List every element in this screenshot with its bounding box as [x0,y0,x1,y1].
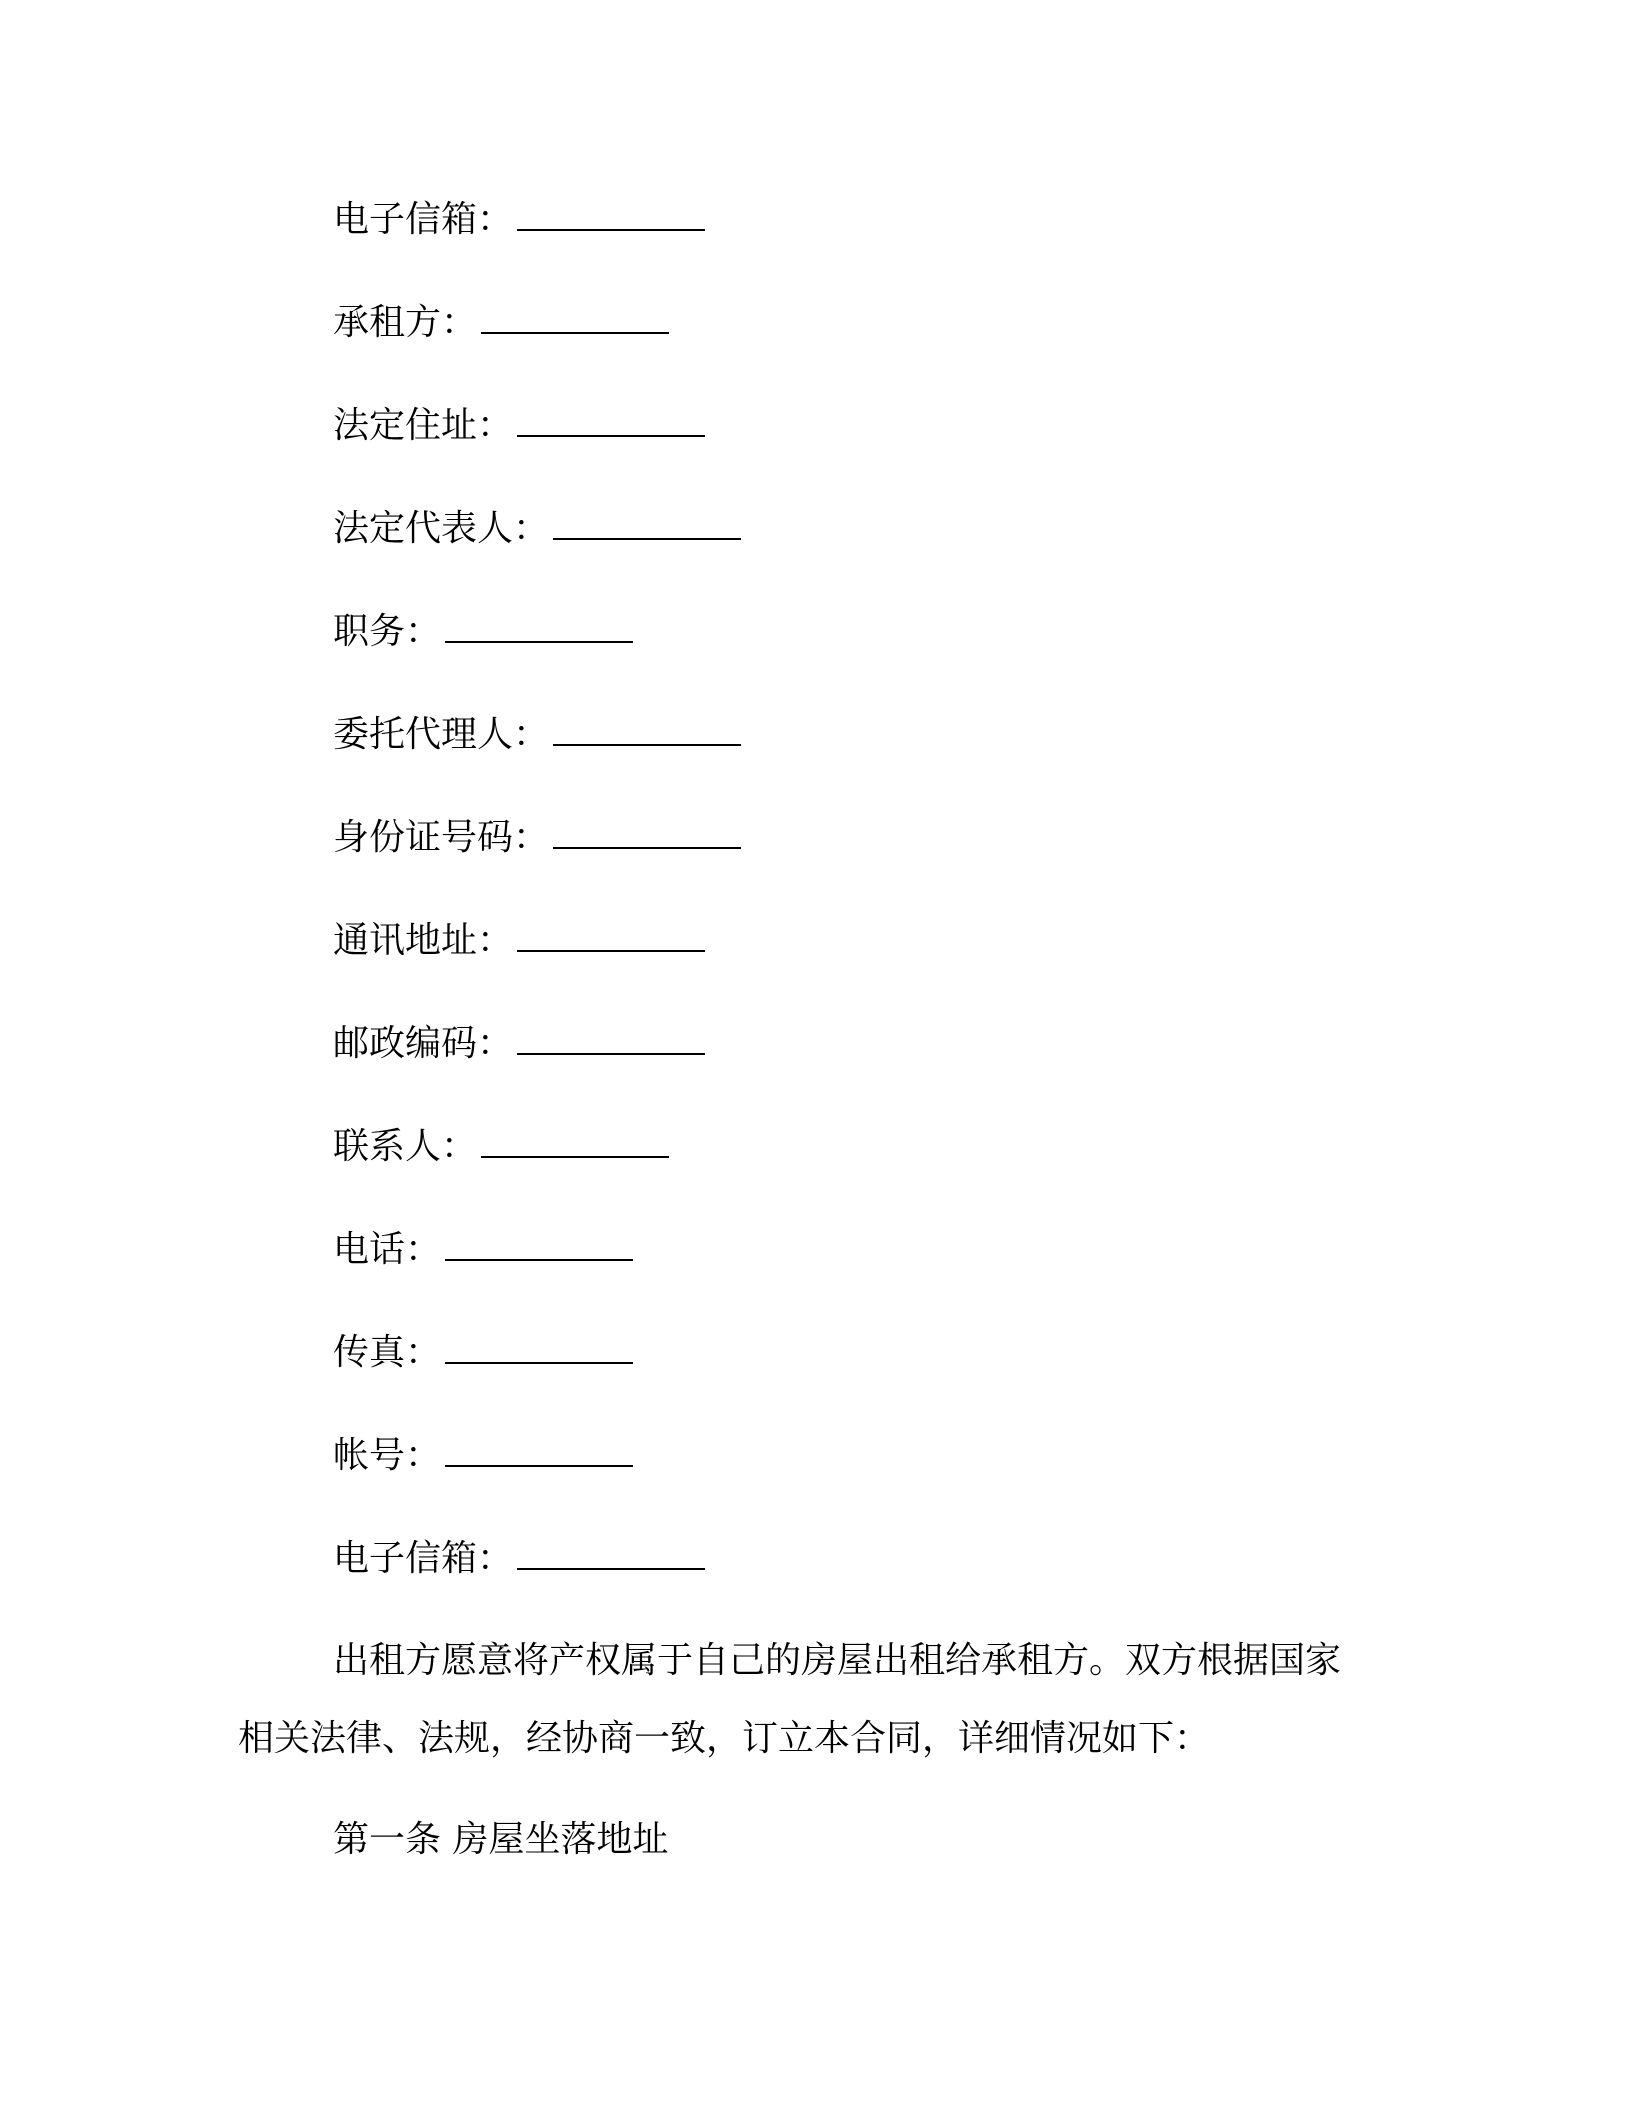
intro-line-1: 出租方愿意将产权属于自己的房屋出租给承租方。双方根据国家 [333,1640,1342,1681]
field-contact-person [333,1120,669,1170]
fill-in-blank [517,193,705,231]
fill-in-blank [445,1223,633,1261]
fill-in-blank [553,502,741,540]
fill-in-blank [445,605,633,643]
field-legal-representative [333,502,741,552]
fill-in-blank [445,1429,633,1467]
fill-in-blank [553,811,741,849]
field-authorized-agent [333,708,741,758]
field-position [333,605,633,655]
field-label: 身份证号码： [333,817,550,858]
field-label: 职务： [333,611,442,652]
fill-in-blank [445,1326,633,1364]
intro-paragraph [238,1622,1408,1778]
field-label: 委托代理人： [333,714,550,755]
field-fax [333,1326,633,1376]
field-lessee [333,296,669,346]
field-label: 法定代表人： [333,508,550,549]
article-1-title: 第一条 房屋坐落地址 [333,1819,669,1860]
field-label: 电子信箱： [333,199,514,240]
field-label: 电话： [333,1229,442,1270]
fill-in-blank [517,1532,705,1570]
fill-in-blank [481,1120,669,1158]
field-postal-code [333,1017,705,1067]
field-label: 联系人： [333,1126,478,1167]
field-mailing-address [333,914,705,964]
field-email-1 [333,193,705,243]
field-label: 帐号： [333,1435,442,1476]
field-email-2 [333,1532,705,1582]
field-phone [333,1223,633,1273]
field-label: 承租方： [333,302,478,343]
field-label: 邮政编码： [333,1023,514,1064]
fill-in-blank [517,399,705,437]
fill-in-blank [517,1017,705,1055]
fill-in-blank [517,914,705,952]
field-label: 电子信箱： [333,1538,514,1579]
field-legal-address [333,399,705,449]
field-account-number [333,1429,633,1479]
fill-in-blank [553,708,741,746]
intro-line-2: 相关法律、法规，经协商一致，订立本合同，详细情况如下： [238,1718,1211,1759]
fill-in-blank [481,296,669,334]
field-label: 传真： [333,1332,442,1373]
field-label: 法定住址： [333,405,514,446]
field-id-number [333,811,741,861]
field-label: 通讯地址： [333,920,514,961]
